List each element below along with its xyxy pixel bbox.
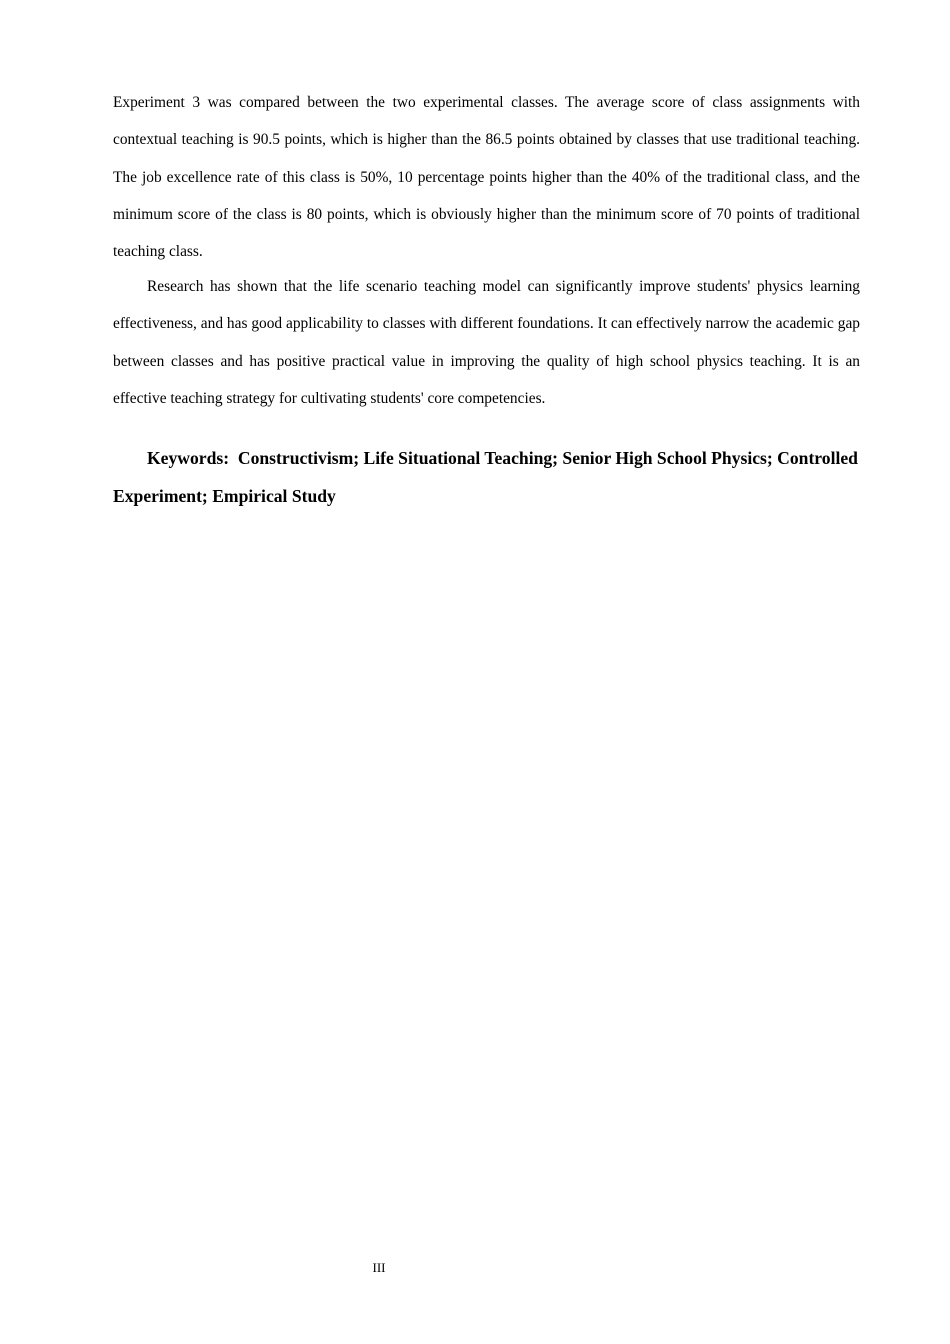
page-number: III: [372, 1260, 386, 1275]
keywords-list: Constructivism; Life Situational Teaching; Senior High School Physics; Controlled Experiment; Empirical Study: [113, 448, 858, 506]
abstract-paragraph-experiment-results: Experiment 3 was compared between the two experimental classes. The average score of class assignments with contextual teaching is 90.5 points, which is higher than the 86.5 points obtained by classes that use traditional teaching. The job excellence rate of this class is 50%, 10 percentage points higher than the 40% of the traditional class, and the minimum score of the class is 80 points, which is obviously higher than the minimum score of 70 points of traditional teaching class.: [113, 94, 860, 261]
keywords-label: Keywords:: [147, 448, 230, 468]
keywords-line: [113, 439, 873, 515]
abstract-paragraph-research-conclusion: Research has shown that the life scenario teaching model can significantly improve students' physics learning effectiveness, and has good applicability to classes with different foundations. It can effectively narrow the academic gap between classes and has positive practical value in improving the quality of high school physics teaching. It is an effective teaching strategy for cultivating students' core competencies.: [113, 278, 860, 407]
